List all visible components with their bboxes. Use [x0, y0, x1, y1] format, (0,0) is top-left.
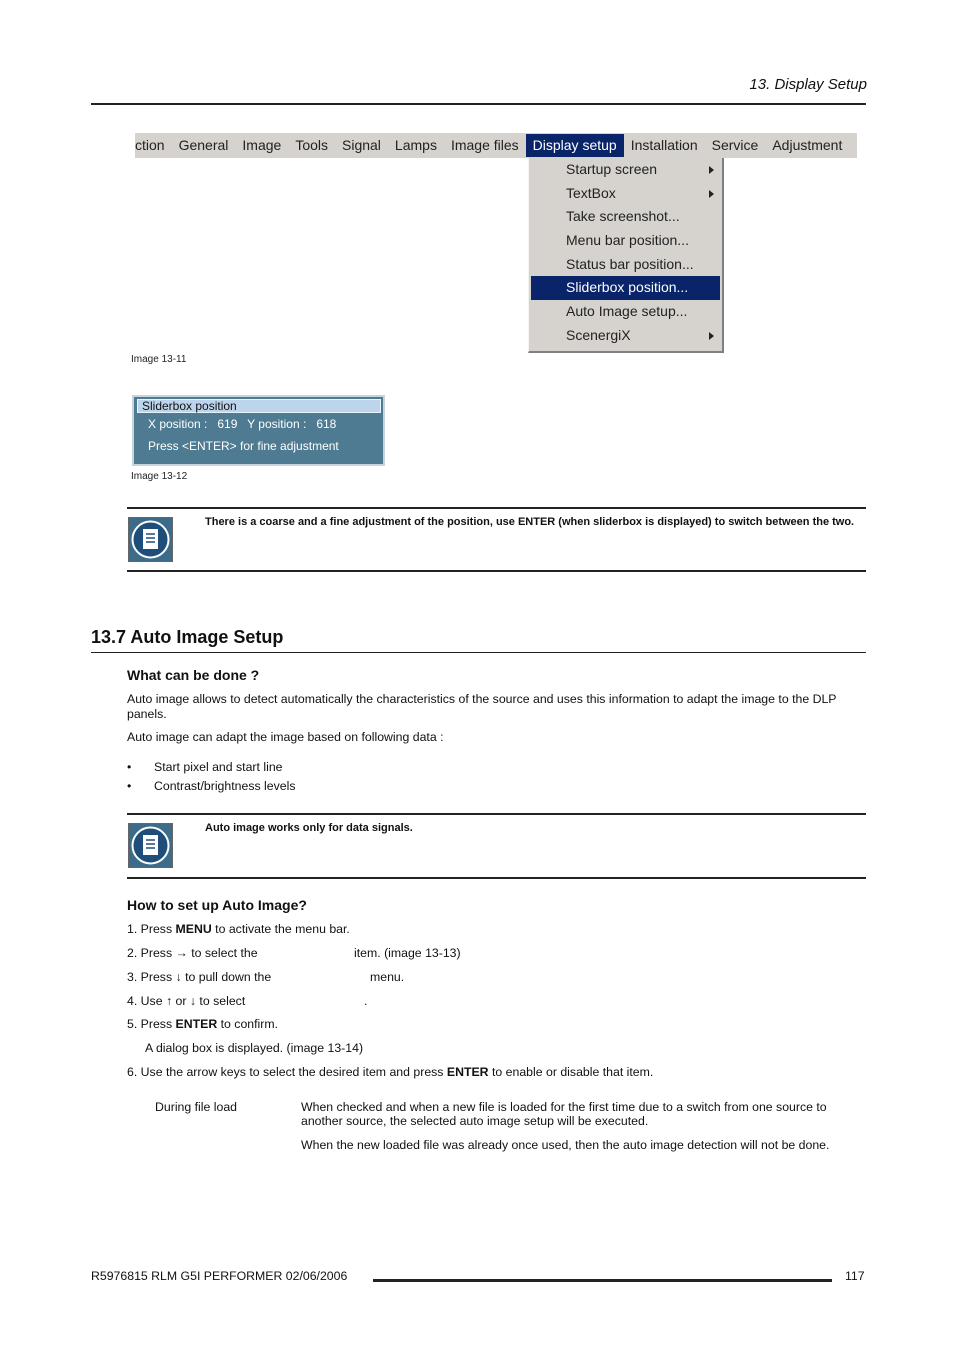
subheading-what-can-be-done: What can be done ?	[127, 667, 260, 683]
menu-item-lamps: Lamps	[394, 137, 437, 153]
dropdown-item-take-screenshot: Take screenshot...	[566, 208, 680, 225]
step-3: 3. Press ↓ to pull down the	[127, 970, 272, 984]
menu-item-image: Image	[242, 137, 282, 153]
paragraph: Auto image allows to detect automatically the characteristics of the source and uses this information to adapt the image to the DLP panels.	[127, 692, 837, 721]
submenu-arrow-icon	[709, 332, 714, 340]
list-item: Contrast/brightness levels	[154, 779, 296, 793]
subheading-how-to-set-up: How to set up Auto Image?	[127, 897, 307, 913]
bullet-icon: •	[127, 760, 132, 774]
menu-item-adjustment: Adjustment	[772, 137, 843, 153]
step-6: 6. Use the arrow keys to select the desired item and press ENTER to enable or disable that item.	[127, 1065, 654, 1079]
dropdown-item-scenergix: ScenergiX	[531, 324, 720, 348]
page-number: 117	[845, 1269, 865, 1283]
menu-item-tools: Tools	[295, 137, 328, 153]
step-2: 2. Press → to select the	[127, 946, 258, 960]
menu-item-ction: ction	[135, 137, 165, 153]
footer-rule	[373, 1279, 832, 1282]
footer-doc-id: R5976815 RLM G5I PERFORMER 02/06/2006	[91, 1269, 348, 1283]
definition-description: When checked and when a new file is loaded for the first time due to a switch from one source to another source, the selected auto image setup will be executed.	[301, 1100, 827, 1128]
list-item: Start pixel and start line	[154, 760, 283, 774]
submenu-arrow-icon	[709, 166, 714, 174]
menu-item-display-setup: Display setup	[526, 134, 624, 157]
definition-term: During file load	[155, 1100, 238, 1114]
sliderbox-position-values: X position : 619 Y position : 618	[148, 417, 337, 431]
submenu-arrow-icon	[709, 190, 714, 198]
chapter-header: 13. Display Setup	[749, 76, 867, 93]
sliderbox-title: Sliderbox position	[137, 399, 381, 413]
step-5: 5. Press ENTER to confirm.	[127, 1017, 279, 1031]
note-icon	[128, 823, 173, 868]
image-caption-13-12: Image 13-12	[131, 471, 188, 482]
note-text: Auto image works only for data signals.	[205, 822, 413, 834]
definition-description: When the new loaded file was already once used, then the auto image detection will not be done.	[301, 1138, 830, 1152]
menu-item-general: General	[178, 137, 229, 153]
menu-item-service: Service	[711, 137, 759, 153]
image-caption-13-11: Image 13-11	[131, 354, 187, 365]
section-heading: 13.7 Auto Image Setup	[91, 627, 284, 647]
sliderbox-dialog	[132, 395, 385, 466]
menu-item-image-files: Image files	[450, 137, 519, 153]
note-bottom-rule	[127, 877, 866, 879]
step-4: 4. Use ↑ or ↓ to select	[127, 994, 246, 1008]
bullet-icon: •	[127, 779, 132, 793]
note-text: There is a coarse and a fine adjustment of the position, use ENTER (when sliderbox is displayed) to switch between the two.	[205, 516, 855, 528]
menu-item-signal: Signal	[342, 137, 381, 153]
dropdown-item-textbox: TextBox	[531, 182, 720, 206]
section-rule	[91, 652, 866, 653]
step-4-suffix: .	[364, 994, 368, 1008]
dropdown-item-auto-image-setup: Auto Image setup...	[566, 303, 688, 320]
step-5-note: A dialog box is displayed. (image 13-14)	[145, 1041, 364, 1055]
dropdown-item-startup-screen: Startup screen	[531, 158, 720, 182]
note-icon	[128, 517, 173, 562]
menu-bar	[135, 133, 857, 158]
step-1: 1. Press MENU to activate the menu bar.	[127, 922, 350, 936]
step-2-suffix: item. (image 13-13)	[354, 946, 461, 960]
dropdown-item-menu-bar-position: Menu bar position...	[566, 232, 689, 249]
paragraph: Auto image can adapt the image based on following data :	[127, 730, 444, 744]
sliderbox-hint: Press <ENTER> for fine adjustment	[148, 439, 339, 453]
dropdown-item-status-bar-position: Status bar position...	[566, 255, 694, 272]
step-3-suffix: menu.	[370, 970, 405, 984]
dropdown-item-sliderbox-position: Sliderbox position...	[531, 276, 720, 300]
menu-item-installation: Installation	[630, 137, 698, 153]
header-rule	[91, 103, 866, 105]
note-top-rule	[127, 507, 866, 509]
note-bottom-rule	[127, 570, 866, 572]
display-setup-dropdown	[528, 158, 724, 353]
note-top-rule	[127, 813, 866, 815]
